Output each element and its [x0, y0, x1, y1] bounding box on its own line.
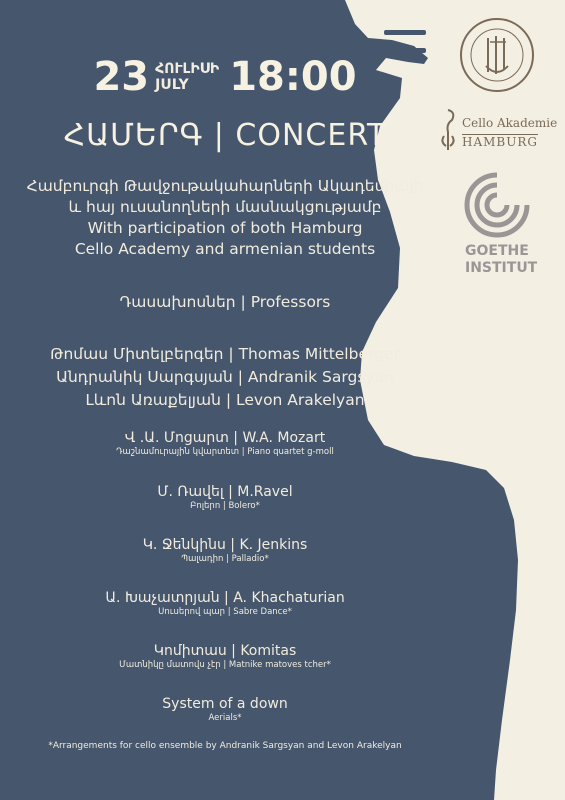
program-work: Սուսերով պար | Sabre Dance*: [158, 607, 292, 617]
program-composer: System of a down: [162, 696, 288, 712]
program-composer: Ա. Խաչատրյան | A. Khachaturian: [105, 590, 345, 606]
program-item-6: [0, 696, 450, 724]
goethe-line1: GOETHE: [465, 243, 529, 259]
cello-akademie-line1: Cello Akademie: [462, 116, 558, 130]
program-item-4: [0, 590, 450, 618]
program-work: Պալադիո | Palladio*: [181, 554, 269, 564]
date-day: 23: [93, 54, 150, 100]
program-item-1: [0, 430, 450, 458]
program-item-2: [0, 484, 450, 512]
program-item-5: [0, 643, 450, 671]
intro-en-line1: With participation of both Hamburg: [87, 219, 363, 237]
program-work: Դաշնամուրային կվարտետ | Piano quartet g-moll: [116, 447, 334, 457]
intro-hy-line2: և հայ ուսանողների մասնակցությամբ: [68, 198, 382, 216]
cello-scroll-icon: [436, 106, 460, 154]
event-time: 18:00: [229, 54, 357, 100]
program-composer: Վ .Ա. Մոցարտ | W.A. Mozart: [124, 430, 326, 446]
professors-heading: Դասախոսներ | Professors: [119, 293, 331, 311]
goethe-institut-text: [465, 243, 537, 277]
conservatory-seal-logo: [458, 16, 536, 94]
goethe-line2: INSTITUT: [465, 260, 538, 276]
footnote: *Arrangements for cello ensemble by Andranik Sargsyan and Levon Arakelyan: [48, 741, 402, 751]
concert-title: ՀԱՄԵՐԳ | CONCERT: [63, 118, 387, 153]
professor-2: Անդրանիկ Սարգսյան | Andranik Sargsyan: [56, 368, 394, 386]
date-month: [155, 61, 219, 93]
program-work: Aerials*: [208, 713, 242, 723]
program-composer: Մ. Ռավել | M.Ravel: [157, 484, 293, 500]
program-composer: Կոմիտաս | Komitas: [153, 643, 297, 659]
cello-akademie-line2: HAMBURG: [462, 135, 538, 149]
intro-en-line2: Cello Academy and armenian students: [74, 240, 376, 258]
date-time-row: [0, 54, 450, 100]
intro-block: [0, 176, 450, 260]
professors-list: [0, 343, 450, 412]
professor-3: Լևոն Առաքելյան | Levon Arakelyan: [85, 391, 365, 409]
program-composer: Կ. Ջենկինս | K. Jenkins: [142, 537, 308, 553]
program-item-3: [0, 537, 450, 565]
goethe-institut-logo-icon: [464, 172, 530, 238]
month-english: JULY: [155, 77, 189, 93]
intro-hy-line1: Համբուրգի Թավջութակահարների Ակադեմիայի: [26, 177, 424, 195]
professor-1: Թոմաս Միտելբերգեր | Thomas Mittelberger: [50, 345, 400, 363]
program-work: Մատնիկը մատովս չէր | Matnike matoves tcher*: [119, 660, 331, 670]
program-work: Բոլերո | Bolero*: [190, 501, 260, 511]
month-armenian: ՀՈՒԼԻՍԻ: [155, 61, 220, 77]
